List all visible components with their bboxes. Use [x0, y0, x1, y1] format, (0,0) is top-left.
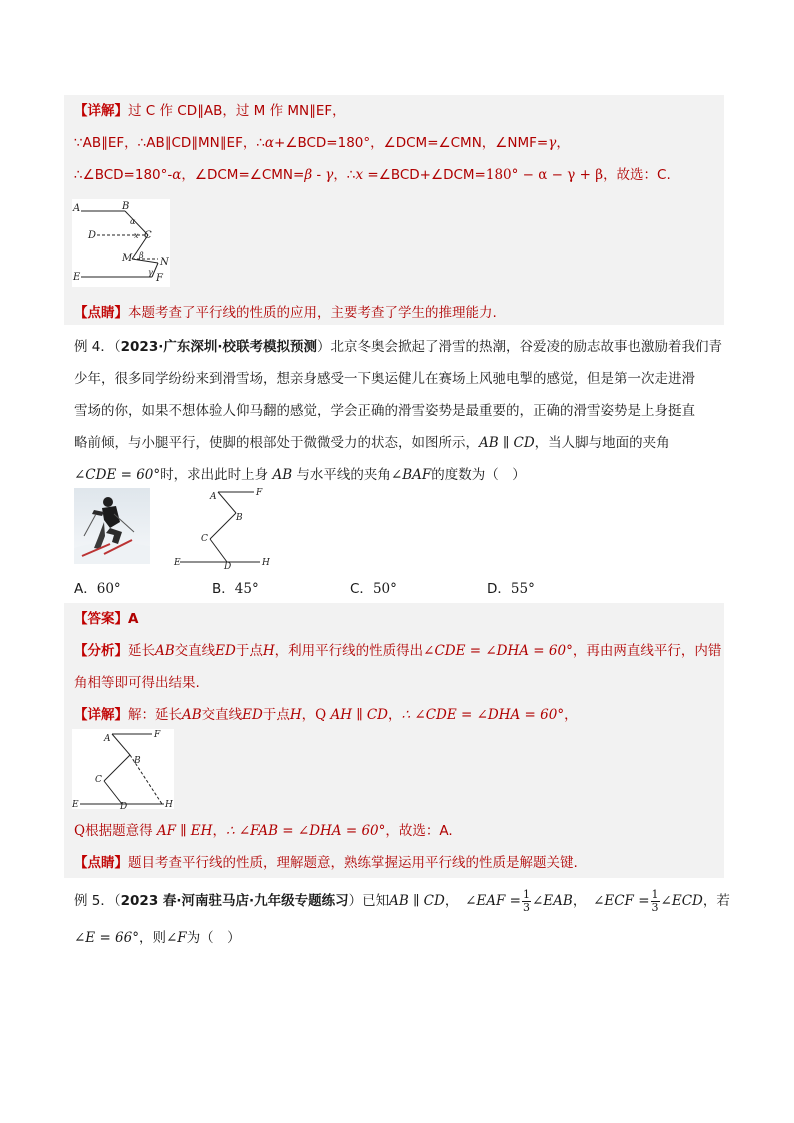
ex4-analysis-line-1 — [74, 641, 721, 661]
ex3-detail-text-2b: +∠BCD=180°，∠DCM=∠CMN，∠NMF= — [274, 135, 549, 151]
ex4-point-text: 题目考查平行线的性质，理解题意，熟练掌握运用平行线的性质是解题关键. — [128, 855, 578, 871]
option-value: 60° — [96, 581, 121, 597]
label-B: B — [122, 201, 130, 212]
ex3-detail-line-3 — [74, 165, 671, 185]
math-ed: ED — [215, 643, 236, 659]
option-b[interactable] — [212, 579, 259, 599]
ex5-question-line-1 — [74, 888, 730, 914]
ex4-question-text-5b: 与水平线的夹角 — [292, 467, 391, 483]
math-ed: ED — [242, 707, 263, 723]
ex3-detail-text-2a: ∵AB∥EF，∴AB∥CD∥MN∥EF，∴ — [74, 135, 265, 151]
angle-x: x — [134, 231, 139, 240]
ex4-detail-line-2 — [74, 821, 453, 841]
math-ab: AB — [182, 707, 202, 723]
ex5-question-text: ）已知 — [348, 893, 390, 909]
option-d[interactable] — [487, 579, 535, 599]
label-A: A — [104, 734, 111, 744]
ex4-question-text-5a: 时，求出此时上身 — [160, 467, 273, 483]
option-letter: C． — [350, 581, 373, 597]
ex4-number: 例 4．（ — [74, 339, 121, 355]
ex4-question-line-3 — [74, 401, 695, 421]
label-B: B — [236, 513, 243, 523]
ex4-question-text-4a: 略前倾，与小腿平行，使脚的根部处于微微受力的状态，如图所示， — [74, 435, 479, 451]
x-symbol: x — [355, 167, 364, 183]
point-tag: 【点睛】 — [74, 305, 128, 321]
math-angle-ecd: ∠ECD — [660, 893, 703, 909]
fraction-one-third — [522, 889, 531, 914]
ex4-question-text-1: ）北京冬奥会掀起了滑雪的热潮，谷爱凌的励志故事也激励着我们青 — [316, 339, 722, 355]
angle-expression: 180° − α − γ + β — [485, 167, 604, 183]
math-ab-parallel-cd: AB ∥ CD — [479, 435, 535, 451]
analysis-text: 交直线 — [174, 643, 216, 659]
detail-text: 解：延长 — [128, 707, 182, 723]
ex5-source: 2023 春·河南驻马店·九年级专题练习 — [120, 893, 349, 909]
ex3-detail-line-1 — [74, 101, 346, 121]
extended-line-diagram — [72, 729, 174, 809]
option-letter: B． — [212, 581, 235, 597]
analysis-text: 延长 — [128, 643, 155, 659]
fraction-denominator: 3 — [651, 900, 659, 914]
math-angle-equality: ∴ ∠FAB = ∠DHA = 60° — [225, 823, 386, 839]
ex3-detail-text-3e: ，故选：C. — [603, 167, 671, 183]
label-D: D — [88, 230, 97, 241]
analysis-text: ，再由两直线平行，内错 — [572, 643, 722, 659]
detail-text: ， — [212, 823, 226, 839]
zigzag-diagram — [170, 487, 280, 569]
math-ah-parallel-cd: AH ∥ CD — [326, 707, 389, 723]
alpha-symbol: α — [172, 167, 182, 183]
angle-gamma: γ — [148, 268, 153, 277]
option-c[interactable] — [350, 579, 397, 599]
label-A: A — [210, 492, 217, 502]
math-ab-parallel-cd: AB ∥ CD — [389, 893, 445, 909]
label-M: M — [122, 253, 133, 264]
detail-text: ， — [301, 707, 316, 723]
label-D: D — [120, 802, 128, 809]
ex4-question-text-5c: 的度数为（ ） — [431, 467, 526, 483]
option-a[interactable] — [74, 579, 121, 599]
label-C: C — [95, 775, 102, 785]
skier-image — [74, 488, 150, 564]
label-E: E — [174, 558, 181, 568]
fraction-one-third — [651, 889, 660, 914]
math-h: H — [262, 643, 275, 659]
ex3-detail-text-1: 过 C 作 CD∥AB，过 M 作 MN∥EF， — [128, 103, 346, 119]
ex4-solution-figure — [72, 729, 174, 809]
ex4-question-text-3: 雪场的你，如果不想体验人仰马翻的感觉，学会正确的滑雪姿势是最重要的，正确的滑雪姿势是上身挺直 — [74, 403, 695, 419]
gamma-symbol: γ — [548, 135, 557, 151]
math-angle-equality: ∴ ∠CDE = ∠DHA = 60° — [401, 707, 565, 723]
ex4-source: 2023·广东深圳·校联考模拟预测 — [120, 339, 317, 355]
fraction-numerator: 1 — [522, 887, 530, 901]
option-value: 50° — [372, 581, 397, 597]
label-C: C — [201, 534, 208, 544]
ex5-question-text: ， — [572, 893, 594, 909]
ex4-question-text-2: 少年，很多同学纷纷来到滑雪场，想亲身感受一下奥运健儿在赛场上风驰电掣的感觉，但是第一次走进滑 — [74, 371, 695, 387]
detail-text: ，故选：A. — [385, 823, 453, 839]
label-F: F — [256, 488, 263, 498]
skier-photo — [74, 488, 150, 564]
option-letter: A． — [74, 581, 97, 597]
fraction-numerator: 1 — [651, 887, 659, 901]
label-D: D — [224, 562, 232, 569]
label-H: H — [165, 800, 173, 809]
detail-text: 交直线 — [201, 707, 243, 723]
detail-text: ， — [388, 707, 402, 723]
label-F: F — [156, 273, 163, 284]
label-E: E — [73, 272, 81, 283]
ex3-figure — [72, 199, 170, 287]
option-value: 55° — [510, 581, 535, 597]
math-af-parallel-eh: AF ∥ EH — [152, 823, 213, 839]
detail-text: 根据题意得 — [85, 823, 153, 839]
angle-beta: β — [139, 251, 144, 260]
option-value: 45° — [234, 581, 259, 597]
ex5-question-text: ，若 — [702, 893, 730, 909]
label-N: N — [160, 257, 169, 268]
ex4-point-line — [74, 853, 578, 873]
math-angle-baf: ∠BAF — [390, 467, 432, 483]
answer-tag: 【答案】 — [74, 611, 128, 627]
ex4-question-line-2 — [74, 369, 695, 389]
math-angle-f: ∠F — [166, 930, 187, 946]
ex5-question-line-2 — [74, 928, 241, 948]
ex4-question-line-4 — [74, 433, 670, 453]
ex5-number: 例 5．（ — [74, 893, 121, 909]
analysis-text: ，利用平行线的性质得出 — [274, 643, 424, 659]
fraction-denominator: 3 — [522, 900, 530, 914]
ex4-analysis-line-2 — [74, 673, 200, 693]
ex4-question-line-1 — [74, 337, 722, 357]
label-E: E — [72, 800, 79, 809]
ex3-detail-text-3a: ∴∠BCD=180°- — [74, 167, 173, 183]
detail-tag: 【详解】 — [74, 103, 128, 119]
label-A: A — [73, 203, 81, 214]
label-C: C — [144, 230, 152, 241]
ex3-detail-text-3d: =∠BCD+∠DCM= — [363, 167, 486, 183]
answer-value: A — [128, 611, 139, 627]
analysis-text: 于点 — [235, 643, 263, 659]
beta-minus-gamma: β - γ — [304, 167, 334, 183]
math-ab: AB — [272, 467, 293, 483]
angle-alpha: α — [130, 217, 136, 226]
math-angle-cde: ∠CDE = 60° — [74, 467, 161, 483]
label-B: B — [134, 756, 141, 766]
label-H: H — [262, 558, 270, 568]
math-h: H — [289, 707, 302, 723]
ex5-question-text: ，则 — [139, 930, 166, 946]
ex5-question-text: ， — [444, 893, 466, 909]
ex3-detail-text-3b: ，∠DCM=∠CMN= — [181, 167, 305, 183]
option-letter: D． — [487, 581, 511, 597]
ex3-detail-text-2c: ， — [556, 135, 570, 151]
ex4-question-line-5 — [74, 465, 526, 485]
point-tag: 【点睛】 — [74, 855, 128, 871]
detail-tag: 【详解】 — [74, 707, 128, 723]
detail-text: 于点 — [262, 707, 290, 723]
math-angle-eaf: ∠EAF = — [465, 893, 521, 909]
math-ab: AB — [155, 643, 175, 659]
because-symbol: Q — [74, 823, 86, 839]
ex4-answer-line — [74, 609, 138, 629]
ex3-detail-text-3c: ，∴ — [333, 167, 356, 183]
ex4-detail-line-1 — [74, 705, 578, 725]
math-angle-eab: ∠EAB — [531, 893, 573, 909]
ex3-point-text: 本题考查了平行线的性质的应用，主要考查了学生的推理能力. — [128, 305, 497, 321]
ex3-point-line — [74, 303, 497, 323]
alpha-symbol: α — [264, 135, 275, 151]
ex3-detail-line-2 — [74, 133, 570, 153]
ex5-question-text: 为（ ） — [186, 930, 241, 946]
ex4-figure — [170, 487, 280, 569]
math-angle-e: ∠E = 66° — [74, 930, 139, 946]
because-symbol: Q — [315, 707, 327, 723]
ex4-question-text-4b: ，当人脚与地面的夹角 — [534, 435, 670, 451]
parallel-lines-diagram — [72, 199, 170, 287]
math-angle-ecf: ∠ECF = — [593, 893, 650, 909]
analysis-text: 角相等即可得出结果. — [74, 675, 200, 691]
analysis-tag: 【分析】 — [74, 643, 128, 659]
math-angle-equality: ∠CDE = ∠DHA = 60° — [423, 643, 573, 659]
detail-text: ， — [564, 707, 578, 723]
label-F: F — [154, 730, 161, 740]
